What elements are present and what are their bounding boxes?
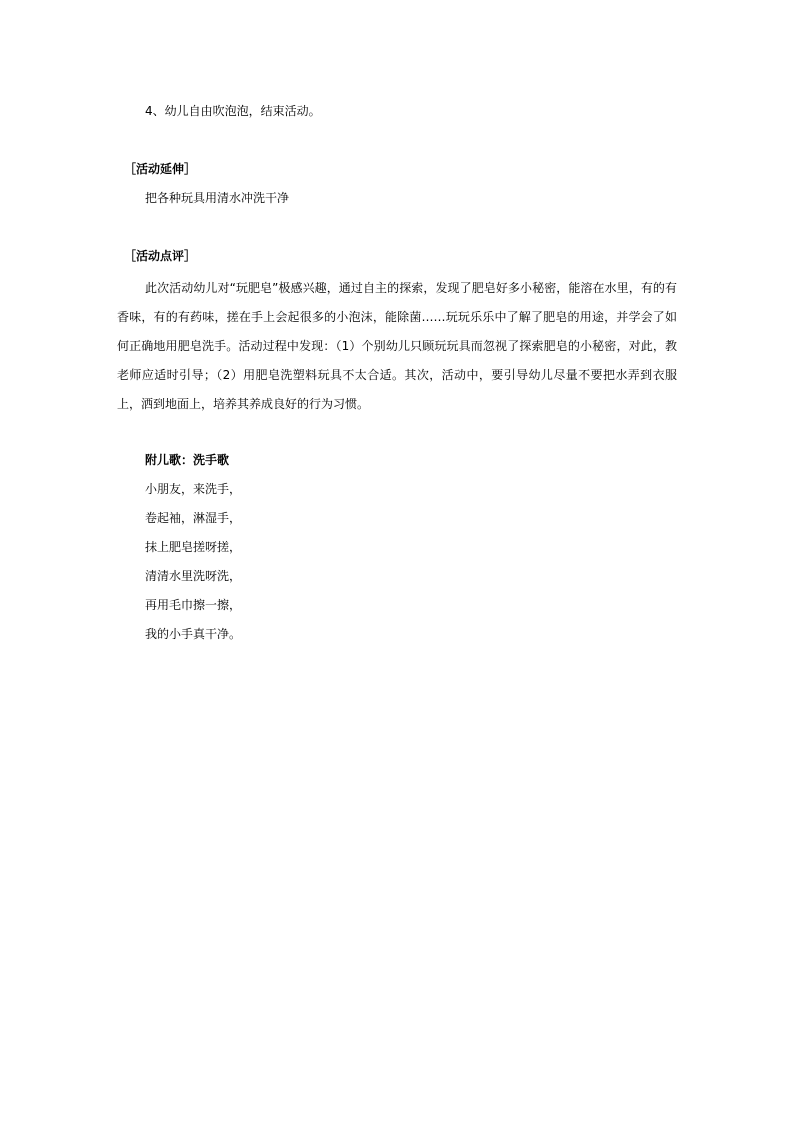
rhyme-line: 我的小手真干净。 [145, 627, 242, 641]
rhyme-title: 附儿歌：洗手歌 [145, 453, 230, 467]
rhyme-line: 抹上肥皂搓呀搓， [145, 540, 242, 554]
rhyme-line: 卷起袖，淋湿手， [145, 511, 242, 525]
extension-heading: ［活动延伸］ [124, 162, 197, 176]
rhyme-line: 清清水里洗呀洗， [145, 569, 242, 583]
rhyme-line: 小朋友，来洗手， [145, 482, 242, 496]
review-heading: ［活动点评］ [124, 249, 197, 263]
activity-step-4: 4、幼儿自由吹泡泡，结束活动。 [145, 104, 321, 118]
extension-text: 把各种玩具用清水冲洗干净 [145, 191, 290, 205]
rhyme-line: 再用毛巾擦一擦， [145, 598, 242, 612]
review-paragraph: 此次活动幼儿对“玩肥皂”极感兴趣，通过自主的探索，发现了肥皂好多小秘密，能溶在水里，有的有香味，有的有药味，搓在手上会起很多的小泡沫，能除菌……玩玩乐乐中了解了肥皂的用途，并学会了如何正确地用肥皂洗手。活动过程中发现：（1）个别幼儿只顾玩玩具而忽视了探索肥皂的小秘密，对此，教老师应适时引导；（2）用肥皂洗塑料玩具不太合适。其次，活动中，要引导幼儿尽量不要把水弄到衣服上，洒到地面上，培养其养成良好的行为习惯。 [117, 281, 677, 411]
